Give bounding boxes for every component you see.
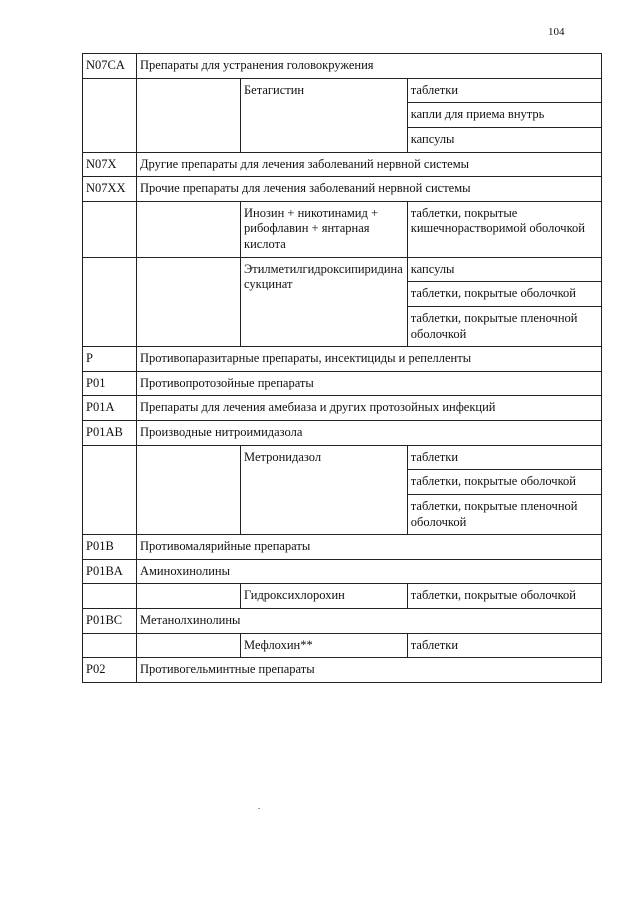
group-row xyxy=(83,658,602,683)
empty-code-cell xyxy=(83,445,137,535)
drug-name-cell: Бетагистин xyxy=(241,78,408,152)
group-row xyxy=(83,371,602,396)
group-name-cell: Противопаразитарные препараты, инсектициды и репелленты xyxy=(137,347,602,372)
group-name-cell: Препараты для устранения головокружения xyxy=(137,54,602,79)
drug-name-cell: Инозин + никотинамид + рибофлавин + янтарная кислота xyxy=(241,201,408,257)
empty-group-cell xyxy=(137,257,241,347)
empty-code-cell xyxy=(83,201,137,257)
group-row xyxy=(83,559,602,584)
dosage-form-cell: таблетки xyxy=(407,78,601,103)
dosage-form-cell: таблетки xyxy=(407,445,601,470)
atc-code-cell: N07XX xyxy=(83,177,137,202)
drug-form-row xyxy=(83,584,602,609)
group-row xyxy=(83,535,602,560)
empty-group-cell xyxy=(137,78,241,152)
empty-group-cell xyxy=(137,445,241,535)
atc-code-cell: P02 xyxy=(83,658,137,683)
group-name-cell: Прочие препараты для лечения заболеваний нервной системы xyxy=(137,177,602,202)
dosage-form-cell: таблетки, покрытые пленочной оболочкой xyxy=(407,494,601,534)
dosage-form-cell: таблетки, покрытые пленочной оболочкой xyxy=(407,306,601,346)
group-row xyxy=(83,609,602,634)
group-name-cell: Противогельминтные препараты xyxy=(137,658,602,683)
empty-code-cell xyxy=(83,584,137,609)
drug-name-cell: Гидроксихлорохин xyxy=(241,584,408,609)
scan-speck xyxy=(258,808,260,809)
group-name-cell: Другие препараты для лечения заболеваний нервной системы xyxy=(137,152,602,177)
dosage-form-cell: таблетки, покрытые оболочкой xyxy=(407,584,601,609)
atc-code-cell: P01BC xyxy=(83,609,137,634)
atc-code-cell: P01AB xyxy=(83,421,137,446)
dosage-form-cell: таблетки, покрытые оболочкой xyxy=(407,470,601,495)
drug-form-row xyxy=(83,201,602,257)
dosage-form-cell: таблетки, покрытые оболочкой xyxy=(407,282,601,307)
group-name-cell: Противопротозойные препараты xyxy=(137,371,602,396)
drug-name-cell: Мефлохин** xyxy=(241,633,408,658)
dosage-form-cell: таблетки, покрытые кишечнорастворимой оболочкой xyxy=(407,201,601,257)
empty-code-cell xyxy=(83,633,137,658)
empty-code-cell xyxy=(83,257,137,347)
dosage-form-cell: капсулы xyxy=(407,127,601,152)
drug-form-row xyxy=(83,445,602,470)
page-number: 104 xyxy=(548,26,565,38)
group-row xyxy=(83,177,602,202)
empty-code-cell xyxy=(83,78,137,152)
group-name-cell: Производные нитроимидазола xyxy=(137,421,602,446)
drug-name-cell: Метронидазол xyxy=(241,445,408,535)
drug-form-row xyxy=(83,257,602,282)
group-name-cell: Препараты для лечения амебиаза и других протозойных инфекций xyxy=(137,396,602,421)
dosage-form-cell: таблетки xyxy=(407,633,601,658)
atc-code-cell: N07CA xyxy=(83,54,137,79)
atc-code-cell: P01 xyxy=(83,371,137,396)
group-name-cell: Противомалярийные препараты xyxy=(137,535,602,560)
drug-table xyxy=(82,53,602,683)
drug-form-row xyxy=(83,633,602,658)
group-row xyxy=(83,54,602,79)
atc-code-cell: P01A xyxy=(83,396,137,421)
atc-code-cell: P01BA xyxy=(83,559,137,584)
atc-code-cell: N07X xyxy=(83,152,137,177)
group-name-cell: Аминохинолины xyxy=(137,559,602,584)
dosage-form-cell: капли для приема внутрь xyxy=(407,103,601,128)
empty-group-cell xyxy=(137,201,241,257)
dosage-form-cell: капсулы xyxy=(407,257,601,282)
group-row xyxy=(83,396,602,421)
atc-code-cell: P xyxy=(83,347,137,372)
group-row xyxy=(83,347,602,372)
group-row xyxy=(83,152,602,177)
group-name-cell: Метанолхинолины xyxy=(137,609,602,634)
empty-group-cell xyxy=(137,584,241,609)
atc-code-cell: P01B xyxy=(83,535,137,560)
drug-form-row xyxy=(83,78,602,103)
drug-name-cell: Этилметилгидроксипиридина сукцинат xyxy=(241,257,408,347)
empty-group-cell xyxy=(137,633,241,658)
group-row xyxy=(83,421,602,446)
